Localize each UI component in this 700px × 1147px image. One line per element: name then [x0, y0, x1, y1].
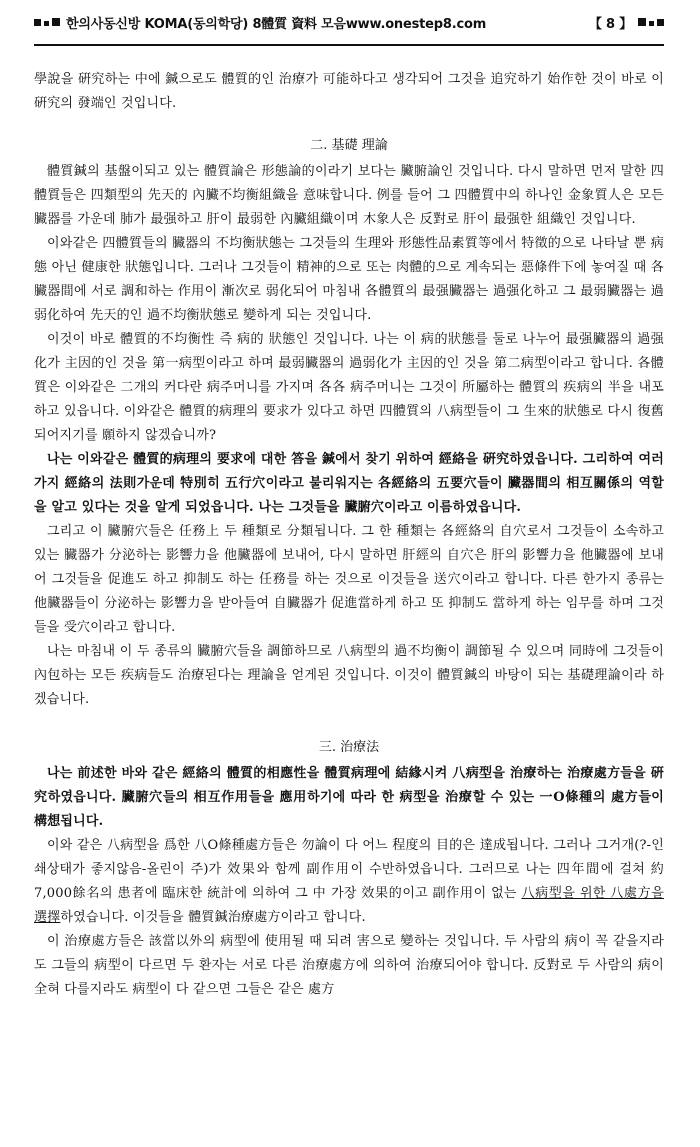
- paragraph-text: 하였습니다. 이것들을 體質鍼治療處方이라고 합니다.: [60, 910, 366, 925]
- paragraph-text: 이와 같은 八病型을 爲한 八O條種處方들은 勿論이 다 어느 程度의 目的은 達成됩니다. 그러나 그거개(?-인쇄상태가 좋지않음-올린이 주)가 效果와 함께 副作用이 수반하였읍니다. 그러므로 나는 四年間에 걸쳐 約 7,000餘名의 患者에 臨床한 統計에 의하여 그 中 가장 效果的이고 副作用이 없는: [34, 838, 664, 901]
- paragraph: 體質鍼의 基盤이되고 있는 體質論은 形態論的이라기 보다는 臟腑論인 것입니다. 다시 말하면 먼저 말한 四體質들은 四類型의 先天的 內臟不均衡組織을 意味합니다. 例를 들어 그 四體質中의 하나인 金象質人은 모든 臟器를 가운데 肺가 最强하고 肝이 最弱한 內臟組織이며 木象人은 反對로 肝이 最强한 組織인 것입니다.: [34, 164, 664, 227]
- paragraph: 이 治療處方들은 該當以外의 病型에 使用될 때 되려 害으로 變하는 것입니다. 두 사람의 病이 꼭 같을지라도 그들의 病型이 다르면 두 환자는 서로 다른 治療處方에 의하여 治療되어야 합니다. 反對로 두 사람의 病이 全혀 다를지라도 病型이 다 같으면 그들은 같은 處方: [34, 934, 664, 997]
- section-heading-treatment: 三. 治療法: [318, 740, 380, 755]
- intro-paragraph: 學說을 硏究하는 中에 鍼으로도 體質的인 治療가 可能하다고 생각되어 그것을 追究하기 始作한 것이 바로 이 硏究의 發端인 것입니다.: [34, 72, 664, 111]
- paragraph-bold: 나는 前述한 바와 같은 經絡의 體質的相應性을 體質病理에 結緣시켜 八病型을 治療하는 治療處方들을 硏究하였읍니다. 臟腑穴들의 相互作用들을 應用하기에 따라 한 病型을 治療할 수 있는 一O條種의 處方들이 構想됩니다.: [34, 766, 664, 829]
- section-heading-basic-theory: 二. 基礎 理論: [310, 138, 388, 153]
- page-header: [34, 0, 664, 44]
- paragraph: [34, 834, 664, 930]
- header-title: 한의사동신방 KOMA(동의학당) 8體質 資料 모음www.onestep8.com: [66, 16, 487, 32]
- page-number: 【 8 】: [588, 16, 632, 32]
- header-mark-icon: [638, 18, 664, 26]
- paragraph: 이와같은 四體質들의 臟器의 不均衡狀態는 그것들의 生理와 形態性品素質等에서 特徵的으로 나타날 뿐 病態 아닌 健康한 狀態입니다. 그러나 그것들이 精神的으로 또는 肉體的으로 계속되는 惡條件下에 놓여질 때 各臟器間에 서로 調和하는 作用이 漸次로 弱化되어 마침내 各體質의 最强臟器는 過强化하고 그 最弱臟器는 過弱化하여 先天的인 過不均衡狀態로 變하게 되는 것입니다.: [34, 236, 664, 323]
- paragraph-bold: 나는 이와같은 體質的病理의 要求에 대한 答을 鍼에서 찾기 위하여 經絡을 硏究하였읍니다. 그리하여 여러가지 經絡의 法則가운데 特別히 五行穴이라고 불리워지는 各經絡의 五要穴들이 臟器間의 相互關係의 역할을 알고 있다는 것을 알게 되었읍니다. 나는 그것들을 臟腑穴이라고 이름하였읍니다.: [34, 452, 664, 515]
- header-mark-icon: [34, 18, 60, 26]
- paragraph: 그리고 이 臟腑穴들은 任務上 두 種類로 分類됩니다. 그 한 種類는 各經絡의 自穴로서 그것들이 소속하고 있는 臟器가 分泌하는 影響力을 他臟器에 보내어, 다시 말하면 肝經의 自穴은 肝의 影響力을 他臟器에 보내어 그것들을 促進도 하고 抑制도 하는 任務를 하는 것으로 이것들을 送穴이라고 합니다. 다른 한가지 종류는 他臟器들이 分泌하는 影響力을 받아들여 自臟器가 促進當하게 하고 또 抑制도 當하게 하는 임무를 하며 그것들을 受穴이라고 합니다.: [34, 524, 664, 635]
- paragraph: 이것이 바로 體質的不均衡性 즉 病的 狀態인 것입니다. 나는 이 病的狀態를 둘로 나누어 最强臟器의 過强化가 主因的인 것을 第一病型이라고 하며 最弱臟器의 過弱化가 主因的인 것을 第二病型이라고 합니다. 各體質은 이와같은 二개의 커다란 病주머니를 가지며 各各 病주머니는 그것이 所屬하는 體質의 疾病의 半을 내포하고 있읍니다. 이와같은 體質的病理의 要求가 있다고 하면 四體質의 八病型들이 그 生來的狀態로 다시 復舊되어지기를 願하지 않겠습니까?: [34, 332, 664, 443]
- paragraph: 나는 마침내 이 두 종류의 臟腑穴들을 調節하므로 八病型의 過不均衡이 調節될 수 있으며 同時에 그것들이 內包하는 모든 疾病들도 治療된다는 理論을 얻게된 것입니다. 이것이 體質鍼의 바탕이 되는 基礎理論이라 하겠습니다.: [34, 644, 664, 707]
- header-rule: [34, 44, 664, 46]
- underlined-text: 八病型을 위한 八處方을 選擇: [34, 886, 664, 925]
